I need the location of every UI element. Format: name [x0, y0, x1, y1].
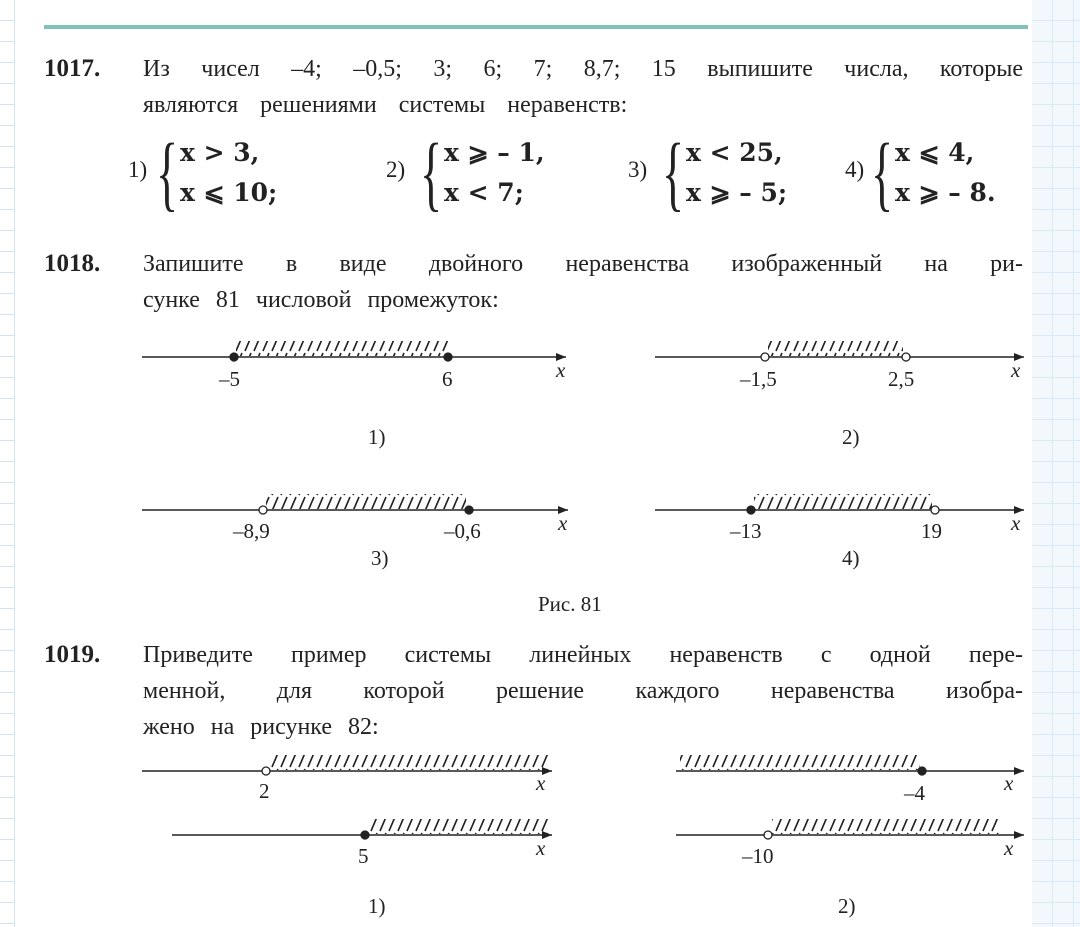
figure-label: 1): [368, 425, 386, 449]
figure-label: 2): [842, 425, 860, 449]
number-line-82-2-top: [676, 755, 1024, 775]
number-line-81-4: [655, 494, 1024, 514]
inequality: x ⩽ 4,: [895, 138, 975, 167]
tick-label: –13: [730, 519, 762, 543]
figure-label: 3): [371, 546, 389, 570]
axis-label: x: [1011, 358, 1021, 382]
figure-caption: Рис. 81: [538, 592, 602, 616]
axis-label: x: [1011, 511, 1021, 535]
number-line-81-1: [142, 341, 566, 361]
tick-label: –5: [219, 367, 240, 391]
axis-label: x: [1004, 771, 1014, 795]
text-line: Приведите пример системы линейных неравенств с одной пере-: [143, 642, 1023, 668]
endpoint-filled: [465, 506, 473, 514]
number-line-81-2: [655, 341, 1024, 361]
tick-label: 19: [921, 519, 942, 543]
number-line-82-2-bottom: [676, 819, 1024, 839]
inequality: x < 25,: [686, 138, 783, 167]
figure-label: 2): [838, 894, 856, 918]
endpoint-filled: [230, 353, 238, 361]
inequality: x > 3,: [180, 138, 260, 167]
problem-number-1018: 1018.: [44, 250, 101, 277]
tick-label: –4: [904, 781, 925, 805]
problem-number-1019: 1019.: [44, 641, 101, 668]
brace: {: [156, 127, 179, 220]
number-line-82-1-bottom: [172, 819, 552, 839]
tick-label: –0,6: [444, 519, 481, 543]
endpoint-open: [259, 506, 267, 514]
endpoint-open: [902, 353, 910, 361]
hatched-interval: [236, 341, 448, 356]
inequality: x ⩾ – 1,: [444, 138, 545, 167]
text-line: Из чисел –4; –0,5; 3; 6; 7; 8,7; 15 выпишите числа, которые: [143, 56, 1023, 82]
axis-label: x: [536, 771, 546, 795]
inequality: x ⩾ – 8.: [895, 178, 996, 207]
tick-label: –10: [742, 844, 774, 868]
endpoint-filled: [361, 831, 369, 839]
inequality: x ⩽ 10;: [180, 178, 278, 207]
text-line: менной, для которой решение каждого неравенства изобра-: [143, 678, 1023, 704]
text-line: являются решениями системы неравенств:: [143, 92, 628, 118]
hatched-interval: [754, 494, 932, 509]
hatched-interval: [768, 341, 903, 356]
tick-label: –1,5: [740, 367, 777, 391]
endpoint-filled: [747, 506, 755, 514]
hatched-interval: [266, 494, 466, 509]
figure-label: 4): [842, 546, 860, 570]
tick-label: 2: [259, 779, 270, 803]
hatched-ray: [680, 755, 920, 770]
inequality: x < 7;: [444, 178, 524, 207]
hatched-ray: [270, 755, 548, 770]
endpoint-open: [931, 506, 939, 514]
system-label: 4): [845, 157, 865, 182]
problem-number-1017: 1017.: [44, 55, 101, 82]
text-line: сунке 81 числовой промежуток:: [143, 287, 499, 313]
brace: {: [420, 127, 443, 220]
brace: {: [662, 127, 685, 220]
inequality: x ⩾ – 5;: [686, 178, 788, 207]
brace: {: [871, 127, 894, 220]
endpoint-open: [764, 831, 772, 839]
arrow-icon: [1014, 767, 1024, 775]
system-label: 1): [128, 157, 148, 182]
tick-label: 6: [442, 367, 453, 391]
tick-label: –8,9: [233, 519, 270, 543]
number-line-81-3: [142, 494, 568, 514]
system-label: 2): [386, 157, 406, 182]
axis-label: x: [558, 511, 568, 535]
endpoint-filled: [918, 767, 926, 775]
arrow-icon: [1014, 831, 1024, 839]
endpoint-filled: [444, 353, 452, 361]
figure-label: 1): [368, 894, 386, 918]
system-label: 3): [628, 157, 648, 182]
endpoint-open: [761, 353, 769, 361]
axis-label: x: [556, 358, 566, 382]
tick-label: 2,5: [888, 367, 915, 391]
axis-label: x: [536, 836, 546, 860]
tick-label: 5: [358, 844, 369, 868]
text-line: Запишите в виде двойного неравенства изображенный на ри-: [143, 251, 1023, 277]
hatched-ray: [368, 819, 548, 834]
hatched-ray: [772, 819, 1000, 834]
number-line-82-1-top: [142, 755, 552, 775]
endpoint-open: [262, 767, 270, 775]
problem-text-1019: [143, 637, 1023, 745]
axis-label: x: [1004, 836, 1014, 860]
text-line: жено на рисунке 82:: [143, 714, 379, 740]
